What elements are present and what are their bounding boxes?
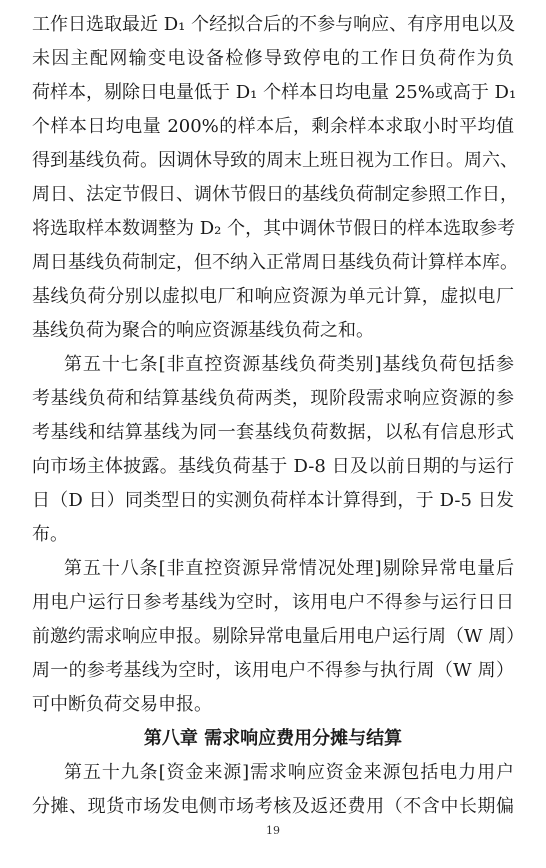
paragraph-line: 将选取样本数调整为 D₂ 个，其中调休节假日的样本选取参考 <box>32 218 516 239</box>
paragraph-line: 用电户运行日参考基线为空时，该用电户不得参与运行日日 <box>32 592 514 613</box>
paragraph-line: 考基线和结算基线为同一套基线负荷数据，以私有信息形式 <box>32 422 514 443</box>
paragraph-line: 布。 <box>32 524 68 545</box>
chapter-heading: 第八章 需求响应费用分摊与结算 <box>143 728 403 749</box>
paragraph-line: 工作日选取最近 D₁ 个经拟合后的不参与响应、有序用电以及 <box>32 14 516 35</box>
paragraph-line: 得到基线负荷。因调休导致的周末上班日视为工作日。周六、 <box>32 150 518 171</box>
paragraph-line: 周日、法定节假日、调休节假日的基线负荷制定参照工作日， <box>32 184 518 205</box>
paragraph-line: 基线负荷分别以虚拟电厂和响应资源为单元计算，虚拟电厂 <box>32 286 514 307</box>
paragraph-line: 日（D 日）同类型日的实测负荷样本计算得到，于 D-5 日发 <box>32 490 514 511</box>
paragraph-line: 未因主配网输变电设备检修导致停电的工作日负荷作为负 <box>32 48 514 69</box>
paragraph-line: 周一的参考基线为空时，该用电户不得参与执行周（W 周） <box>32 660 514 681</box>
article-58-start: 第五十八条[非直控资源异常情况处理]剔除异常电量后 <box>64 558 514 579</box>
paragraph-line: 向市场主体披露。基线负荷基于 D-8 日及以前日期的与运行 <box>32 456 514 477</box>
page-number: 19 <box>266 824 280 837</box>
paragraph-line: 前邀约需求响应申报。剔除异常电量后用电户运行周（W 周） <box>32 626 525 647</box>
paragraph-line: 个样本日均电量 200%的样本后，剩余样本求取小时平均值 <box>32 116 514 137</box>
paragraph-line: 分摊、现货市场发电侧市场考核及返还费用（不含中长期偏 <box>32 796 514 817</box>
document-body <box>0 8 546 824</box>
paragraph-line: 基线负荷为聚合的响应资源基线负荷之和。 <box>32 320 374 341</box>
article-59-start: 第五十九条[资金来源]需求响应资金来源包括电力用户 <box>64 762 514 783</box>
paragraph-line: 周日基线负荷制定，但不纳入正常周日基线负荷计算样本库。 <box>32 252 518 273</box>
paragraph-line: 可中断负荷交易申报。 <box>32 694 212 715</box>
paragraph-line: 考基线负荷和结算基线负荷两类，现阶段需求响应资源的参 <box>32 388 514 409</box>
article-57-start: 第五十七条[非直控资源基线负荷类别]基线负荷包括参 <box>64 354 514 375</box>
paragraph-line: 荷样本，剔除日电量低于 D₁ 个样本日均电量 25%或高于 D₁ <box>32 82 517 103</box>
